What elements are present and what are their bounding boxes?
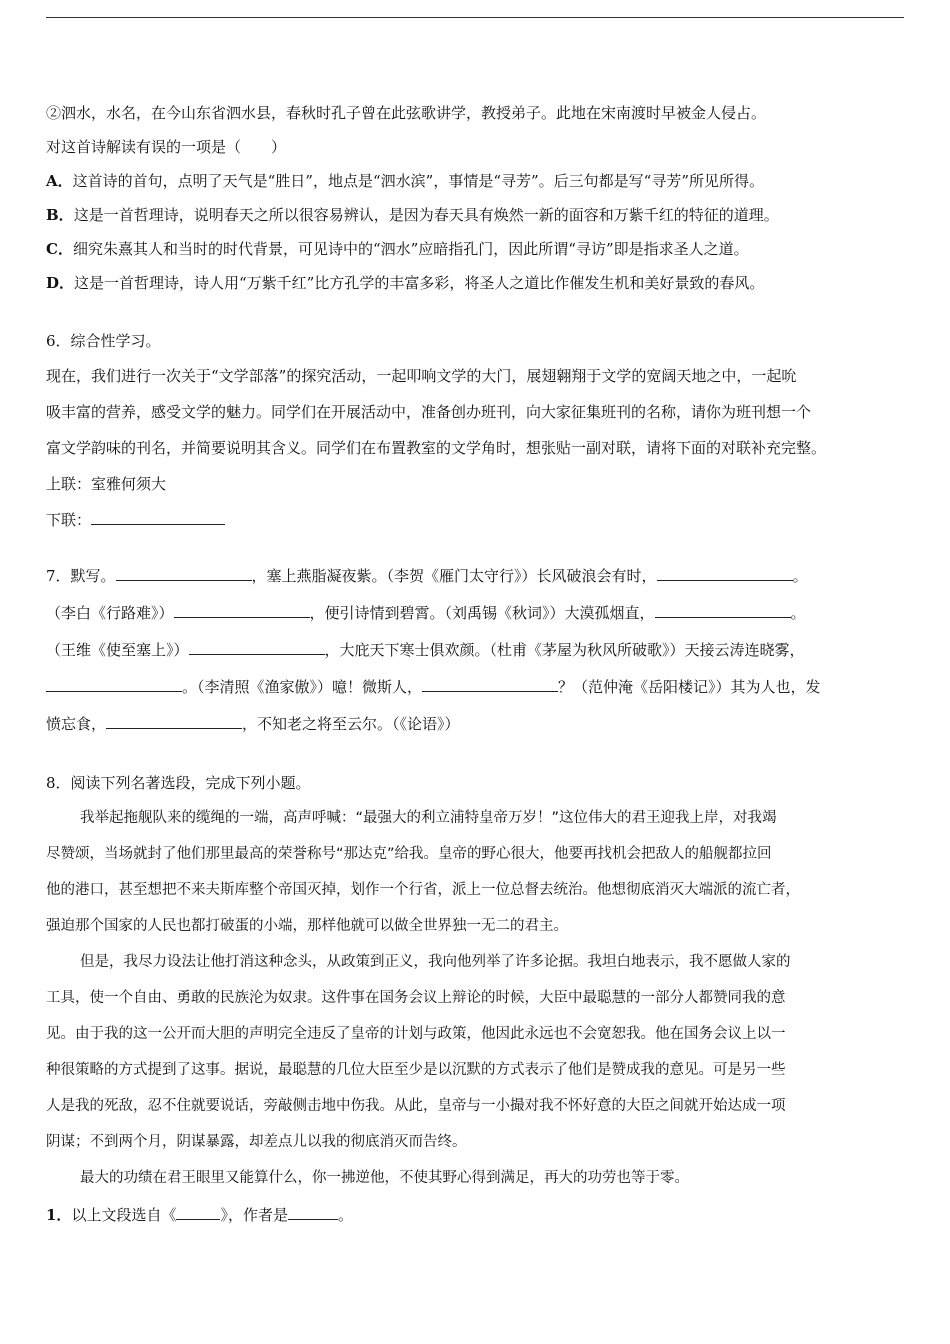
question-7-line-5 <box>46 714 460 734</box>
question-6-title: 6．综合性学习。 <box>46 332 161 350</box>
book-title-blank[interactable] <box>176 1205 220 1220</box>
question-7-text: ，塞上燕脂凝夜紫。（李贺《雁门太守行》）长风破浪会有时， <box>251 567 657 585</box>
question-7-text: 7．默写。 <box>46 567 116 585</box>
author-blank[interactable] <box>288 1205 338 1220</box>
sub-question-number: 1． <box>46 1206 72 1224</box>
answer-blank[interactable] <box>116 566 252 581</box>
option-label: D． <box>46 274 75 292</box>
question-7-line-3 <box>46 640 805 660</box>
excerpt-line: 最大的功绩在君王眼里又能算什么，你一拂逆他，不使其野心得到满足，再大的功劳也等于零。 <box>80 1170 689 1186</box>
question-8-title: 8．阅读下列名著选段，完成下列小题。 <box>46 774 311 792</box>
answer-blank[interactable] <box>655 603 791 618</box>
question-7-text: ，便引诗情到碧霄。（刘禹锡《秋词》）大漠孤烟直， <box>309 604 655 622</box>
lower-couplet <box>46 510 225 530</box>
question-7-text: ？（范仲淹《岳阳楼记》）其为人也，发 <box>558 678 821 696</box>
answer-blank[interactable] <box>422 677 558 692</box>
excerpt-line: 工具，使一个自由、勇敢的民族沦为奴隶。这件事在国务会议上辩论的时候，大臣中最聪慧的一部分人都赞同我的意 <box>46 990 786 1006</box>
question-6-line: 现在，我们进行一次关于“文学部落”的探究活动，一起叩响文学的大门，展翅翱翔于文学的宽阔天地之中，一起吮 <box>46 367 797 385</box>
question-7-line-1 <box>46 566 808 586</box>
answer-blank[interactable] <box>189 640 325 655</box>
option-text: 这是一首哲理诗，说明春天之所以很容易辨认，是因为春天具有焕然一新的面容和万紫千红的特征的道理。 <box>73 206 779 224</box>
excerpt-line: 尽赞颂，当场就封了他们那里最高的荣誉称号“那达克”给我。皇帝的野心很大，他要再找机会把敌人的船舰都拉回 <box>46 846 772 862</box>
option-d <box>46 273 764 293</box>
question-7-line-2 <box>46 603 806 623</box>
excerpt-line: 我举起拖舰队来的缆绳的一端，高声呼喊：“最强大的利立浦特皇帝万岁！”这位伟大的君王迎我上岸，对我竭 <box>80 810 777 826</box>
excerpt-line: 种很策略的方式提到了这事。据说，最聪慧的几位大臣至少是以沉默的方式表示了他们是赞成我的意见。可是另一些 <box>46 1062 786 1078</box>
question-7-text: ，不知老之将至云尔。（《论语》） <box>242 715 460 733</box>
excerpt-line: 见。由于我的这一公开而大胆的声明完全违反了皇帝的计划与政策，他因此永远也不会宽恕我。他在国务会议上以一 <box>46 1026 786 1042</box>
answer-blank[interactable] <box>106 714 242 729</box>
option-label: A． <box>46 172 73 190</box>
option-b <box>46 205 779 225</box>
question-7-text: 愤忘食， <box>46 715 107 733</box>
option-c <box>46 239 749 259</box>
lower-couplet-label: 下联： <box>46 511 92 529</box>
upper-couplet: 上联：室雅何须大 <box>46 475 167 493</box>
question-7-text: ，大庇天下寒士俱欢颜。（杜甫《茅屋为秋风所破歌》）天接云涛连晓雾， <box>324 641 805 659</box>
excerpt-line: 强迫那个国家的人民也都打破蛋的小端，那样他就可以做全世界独一无二的君主。 <box>46 918 568 934</box>
sub-question-text: 》，作者是 <box>220 1206 288 1224</box>
question-7-line-4 <box>46 677 821 697</box>
option-label: B． <box>46 206 74 224</box>
option-text: 这是一首哲理诗，诗人用“万紫千红”比方孔学的丰富多彩，将圣人之道比作催发生机和美好景致的春风。 <box>74 274 765 292</box>
header-rule <box>46 17 904 18</box>
question-6-line: 吸丰富的营养，感受文学的魅力。同学们在开展活动中，准备创办班刊，向大家征集班刊的名称，请你为班刊想一个 <box>46 403 812 421</box>
question-7-text: （王维《使至塞上》） <box>46 641 189 659</box>
sub-question-text: 以上文段选自《 <box>71 1206 177 1224</box>
answer-blank[interactable] <box>46 677 182 692</box>
option-a <box>46 171 764 191</box>
question-7-text: 。（李清照《渔家傲》）噫！微斯人， <box>182 678 423 696</box>
answer-blank[interactable] <box>91 510 225 525</box>
excerpt-line: 阴谋；不到两个月，阴谋暴露，却差点儿以我的彻底消灭而告终。 <box>46 1134 467 1150</box>
footnote-2: ②泗水，水名，在今山东省泗水县，春秋时孔子曾在此弦歌讲学，教授弟子。此地在宋南渡时早被金人侵占。 <box>46 104 767 122</box>
answer-blank[interactable] <box>657 566 793 581</box>
option-label: C． <box>46 240 73 258</box>
question-7-text: （李白《行路难》） <box>46 604 174 622</box>
question-5-stem: 对这首诗解读有误的一项是（ ） <box>46 138 287 156</box>
question-7-text: 。 <box>792 567 808 585</box>
option-text: 细究朱熹其人和当时的时代背景，可见诗中的“泗水”应暗指孔门，因此所谓“寻访”即是指求圣人之道。 <box>72 240 749 258</box>
question-6-line: 富文学韵味的刊名，并简要说明其含义。同学们在布置教室的文学角时，想张贴一副对联，请将下面的对联补充完整。 <box>46 439 827 457</box>
excerpt-line: 人是我的死敌，忍不住就要说话，旁敲侧击地中伤我。从此，皇帝与一小撮对我不怀好意的大臣之间就开始达成一项 <box>46 1098 786 1114</box>
sub-question-text: 。 <box>337 1206 353 1224</box>
answer-blank[interactable] <box>174 603 310 618</box>
excerpt-line: 他的港口，甚至想把不来夫斯库整个帝国灭掉，划作一个行省，派上一位总督去统治。他想彻底消灭大端派的流亡者， <box>46 882 800 898</box>
option-text: 这首诗的首句，点明了天气是“胜日”，地点是“泗水滨”，事情是“寻芳”。后三句都是写“寻芳”所见所得。 <box>72 172 764 190</box>
sub-question-1 <box>46 1205 353 1225</box>
excerpt-line: 但是，我尽力设法让他打消这种念头，从政策到正义，我向他列举了许多论据。我坦白地表示，我不愿做人家的 <box>80 954 791 970</box>
question-7-text: 。 <box>790 604 806 622</box>
